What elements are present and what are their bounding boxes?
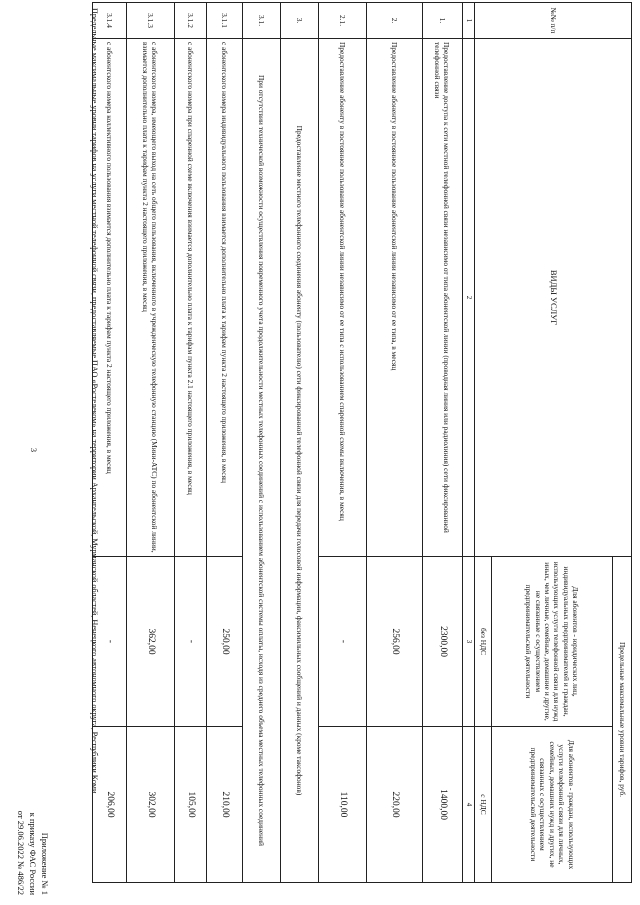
row-individual-price: 110,00 xyxy=(318,727,366,883)
row-legal-price: - xyxy=(174,557,206,727)
index-cell: 4 xyxy=(462,727,474,883)
header-row-1 xyxy=(613,3,632,883)
row-individual-price: 210,00 xyxy=(206,727,242,883)
header-legal: Для абонентов - юридических лиц, индивидуальных предпринимателей и граждан, использующих услуги телефонной связи для нужд иных, чем личные, семейные, домашние и другие, не связанные с осуществлением предпринимательской деятельности xyxy=(492,557,613,727)
row-num: 1. xyxy=(422,3,462,39)
row-service: с абонентского номера индивидуального пользования взимается дополнительно плата к тарифам пункта 2 настоящего приложения, в месяц xyxy=(206,39,242,557)
row-service: с абонентского номера при спаренной схеме включения взимается дополнительно плата к тарифам пункта 2.1 настоящего приложения, в месяц xyxy=(174,39,206,557)
row-service: При отсутствии технической возможности осуществления повременного учета продолжительности местных телефонных соединений с использованием абонентской системы оплаты, исходя из среднего объема местных телефонных соединений xyxy=(242,39,280,883)
header-with-vat: с НДС xyxy=(475,727,492,883)
row-service: Предоставление доступа к сети местной телефонной связи независимо от типа абонентской линии (проводная линия или радиолиния) сети фиксированной телефонной связи xyxy=(422,39,462,557)
row-num: 3. xyxy=(280,3,318,39)
row-legal-price: 250,00 xyxy=(206,557,242,727)
appendix-line-3: от 29.06.2022 № 486/22 xyxy=(16,810,26,895)
index-cell: 3 xyxy=(462,557,474,727)
row-individual-price: 1400,00 xyxy=(422,727,462,883)
table-row xyxy=(126,3,174,883)
row-individual-price: 302,00 xyxy=(126,727,174,883)
row-individual-price: 105,00 xyxy=(174,727,206,883)
row-legal-price: - xyxy=(92,557,126,727)
tariff-table xyxy=(92,2,632,883)
row-num: 3.1.2 xyxy=(174,3,206,39)
index-cell: 2 xyxy=(462,39,474,557)
row-legal-price: 2300,00 xyxy=(422,557,462,727)
table-row xyxy=(318,3,366,883)
row-service: Предоставление местного телефонного соединения абоненту (пользователю) сети фиксированной телефонной связи для передачи голосовой информации, факсимильных сообщений и данных (кроме таксофонов) xyxy=(280,39,318,883)
header-levels: Предельные максимальные уровни тарифов, руб. xyxy=(613,557,632,883)
document-title: Предельные максимальные уровни тарифов на услуги местной телефонной связи, предоставляемые ПАО «Ростелеком» на территории Архангельской, Мурманской областей, Ненецкого автономного округа, Республики Коми xyxy=(90,8,99,794)
row-legal-price: 362,00 xyxy=(126,557,174,727)
row-num: 3.1.3 xyxy=(126,3,174,39)
table-row xyxy=(92,3,126,883)
header-individual: Для абонентов - граждан, использующих услуги телефонной связи для личных, семейных, домашних нужд и других, не связанных с осуществлением предпринимательской деятельности xyxy=(492,727,613,883)
table-row xyxy=(174,3,206,883)
table-row xyxy=(242,3,280,883)
header-services: ВИДЫ УСЛУГ xyxy=(475,39,632,557)
index-cell: 1 xyxy=(462,3,474,39)
row-individual-price: 206,00 xyxy=(92,727,126,883)
row-service: Предоставление абоненту в постоянное пользование абонентской линии независимо от ее типа с использованием спаренной схемы включения, в месяц xyxy=(318,39,366,557)
table-row xyxy=(422,3,462,883)
row-legal-price: - xyxy=(318,557,366,727)
row-num: 3.1. xyxy=(242,3,280,39)
row-service: с абонентского номера коллективного пользования взимается дополнительно плата к тарифам пункта 2 настоящего приложения, в месяц xyxy=(92,39,126,557)
appendix-line-1: Приложение № 1 xyxy=(40,832,50,895)
row-legal-price: 256,00 xyxy=(366,557,422,727)
row-num: 2.1. xyxy=(318,3,366,39)
page-number: 3 xyxy=(29,448,38,452)
row-service: Предоставление абоненту в постоянное пользование абонентской линии независимо от ее типа, в месяц xyxy=(366,39,422,557)
header-num: №№ п/п xyxy=(475,3,632,39)
row-service: с абонентского номера, имеющего выход на сеть общего пользования, включенного в учрежденческую телефонную станцию (Мини-АТС) по абонентской линии, взимается дополнительно плата к тарифам пункта 2 настоящего приложения, в месяц xyxy=(126,39,174,557)
table-row xyxy=(366,3,422,883)
row-num: 3.1.4 xyxy=(92,3,126,39)
header-without-vat: без НДС xyxy=(475,557,492,727)
table-row xyxy=(206,3,242,883)
row-individual-price: 220,00 xyxy=(366,727,422,883)
table-row xyxy=(280,3,318,883)
row-num: 3.1.1 xyxy=(206,3,242,39)
row-num: 2. xyxy=(366,3,422,39)
appendix-line-2: к приказу ФАС России xyxy=(28,812,38,895)
index-row xyxy=(462,3,474,883)
